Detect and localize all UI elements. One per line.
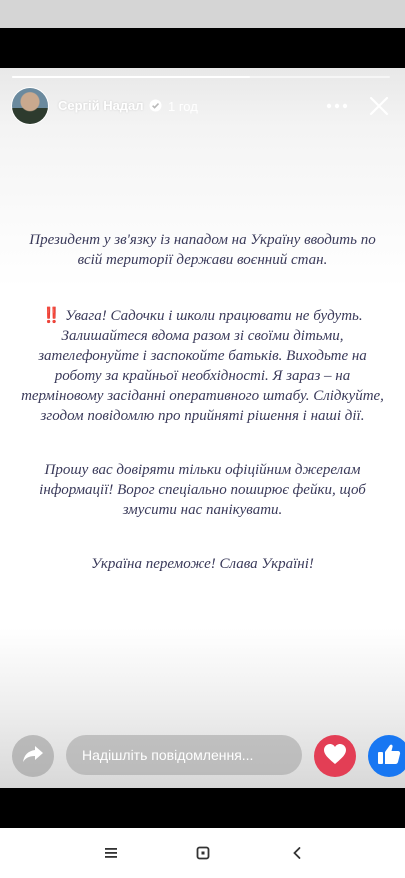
home-square-icon[interactable] <box>192 842 214 864</box>
story-paragraph <box>20 306 385 426</box>
alert-emoji-icon: ‼️ <box>42 308 62 324</box>
story-paragraph-text: Увага! Садочки і школи працювати не будуть. Залишайтеся вдома разом зі своїми дітьми, зателефонуйте і заспокойте батьків. Виходьте на роботу за крайньої необхідності. Я зараз – на терміновому засіданні оперативного штабу. Слідкуйте, згодом повідомлю про прийняті рішення і наші дії. <box>21 308 384 424</box>
letterbox-top <box>0 28 405 68</box>
story-paragraph: Україна переможе! Слава Україні! <box>91 556 314 572</box>
reply-message-input[interactable] <box>66 735 302 775</box>
status-bar-strip <box>0 0 405 28</box>
verified-check-icon <box>149 99 162 112</box>
reply-placeholder: Надішліть повідомлення... <box>82 747 254 763</box>
heart-reaction-button[interactable] <box>314 735 356 777</box>
share-button[interactable] <box>12 735 54 777</box>
story-paragraph: Прошу вас довіряти тільки офіційним джерелам інформації! Ворог спеціально поширює фейки, щоб змусити нас панікувати. <box>39 462 366 518</box>
avatar[interactable] <box>12 88 48 124</box>
story-paragraph: Президент у зв'язку із нападом на Україну вводить по всій території держави воєнний стан. <box>29 232 376 268</box>
post-time: 1 год <box>168 99 198 114</box>
thumbs-up-icon <box>377 743 401 770</box>
like-reaction-button[interactable] <box>368 735 405 777</box>
story-header <box>12 88 393 124</box>
author-name[interactable]: Сергій Надал <box>58 98 144 113</box>
more-horizontal-icon[interactable] <box>324 94 350 118</box>
heart-icon <box>323 743 347 770</box>
letterbox-bottom <box>0 788 405 828</box>
story-progress-bar <box>12 76 390 78</box>
menu-icon[interactable] <box>100 842 122 864</box>
share-arrow-icon <box>22 744 44 769</box>
system-nav-bar <box>0 828 405 878</box>
story-text <box>20 230 385 610</box>
close-icon[interactable] <box>367 94 391 118</box>
back-chevron-icon[interactable] <box>286 842 308 864</box>
story-progress-fill <box>12 76 250 78</box>
